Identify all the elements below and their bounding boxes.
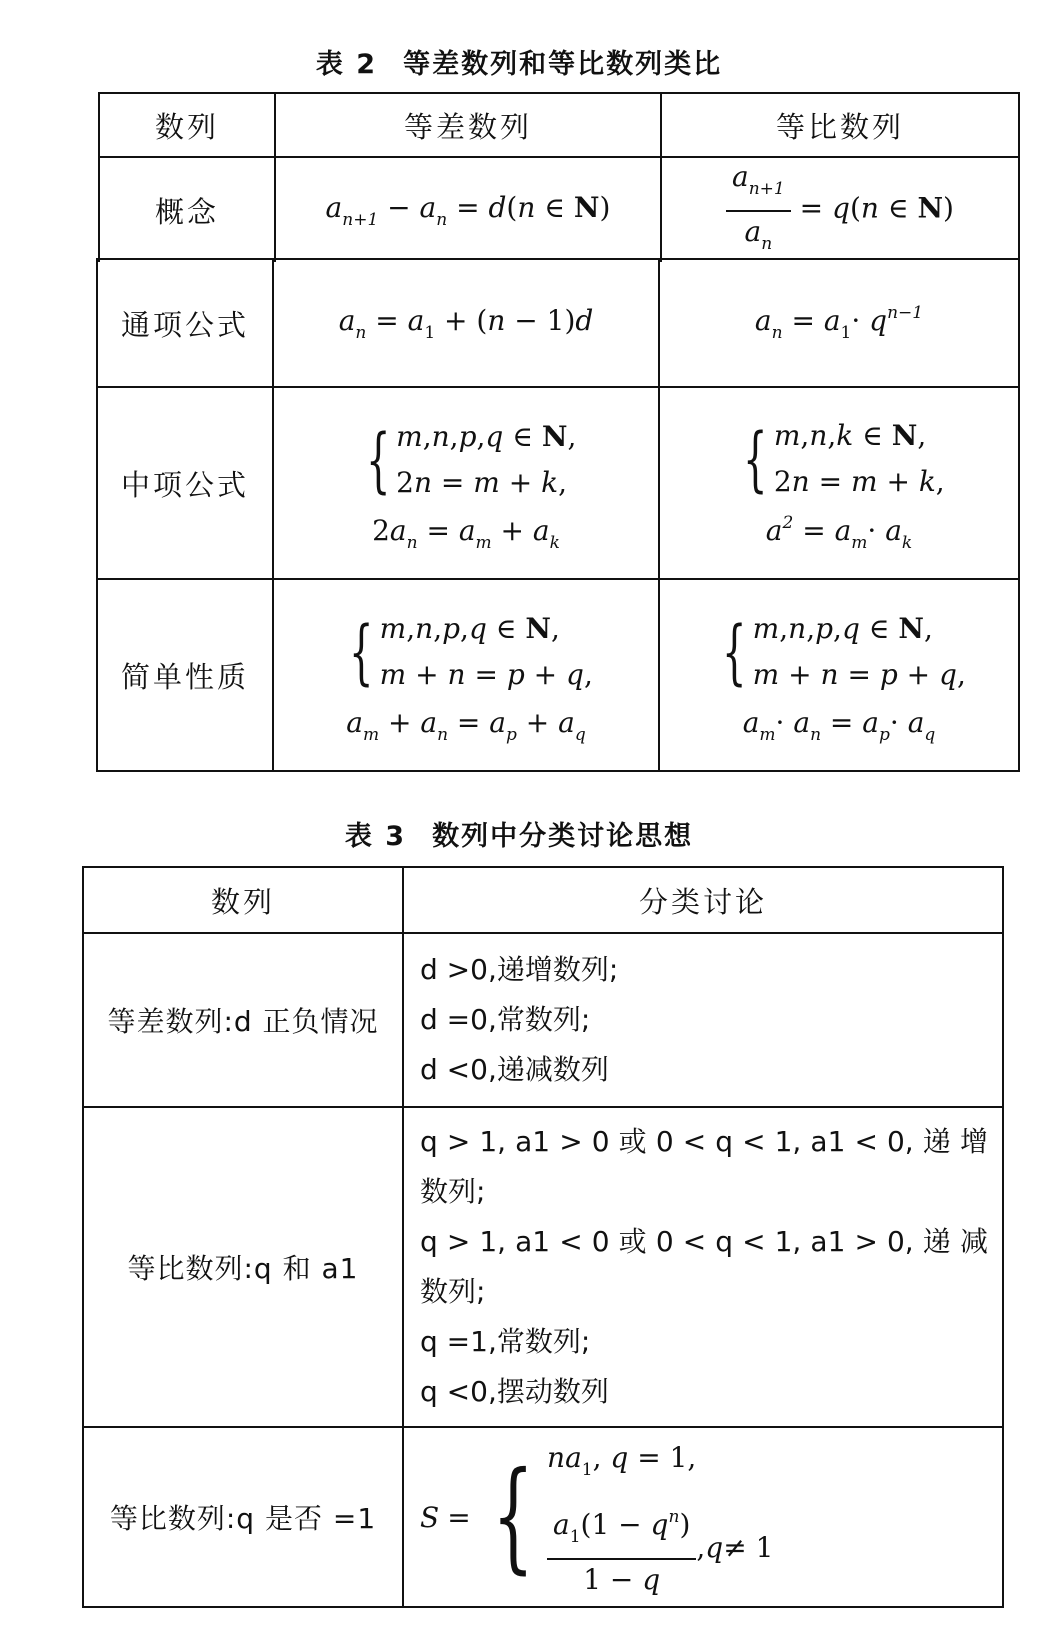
- case-line: 数列;: [420, 1275, 486, 1308]
- table2-arithmetic-definition: $a_{n+1} - a_n = d(n$ ∈ N): [275, 157, 661, 262]
- case-line: d >0,递增数列;: [420, 953, 619, 986]
- table2-caption: [0, 42, 1038, 81]
- case-line: 数列;: [420, 1175, 486, 1208]
- case-line: q <0,摆动数列: [420, 1375, 609, 1408]
- table2-arithmetic-middle-term: { m,n,p,q ∈ N, 2n = m + k, $2a_n = a_m + a_k$: [273, 387, 659, 579]
- table2-row-label-concept: 概念: [99, 157, 275, 262]
- table3-geometric-cases: [403, 1107, 1003, 1427]
- table2-header-geometric: 等比数列: [661, 93, 1019, 157]
- table2-arithmetic-properties: { m,n,p,q ∈ N, m + n = p + q, $a_m + a_n = a_p + a_q$: [273, 579, 659, 771]
- case-line: d =0,常数列;: [420, 1003, 591, 1036]
- table2-arithmetic-general-term: $a_n = a_1 + (n - 1)d$: [273, 259, 659, 387]
- table3-arithmetic-cases: [403, 933, 1003, 1107]
- table2-row-label-middle-term: 中项公式: [97, 387, 273, 579]
- table3-row-label-geometric: 等比数列:q 和 a1: [83, 1107, 403, 1427]
- table3-caption: [0, 814, 1038, 853]
- table3-caption-number: 表 3: [344, 821, 407, 852]
- table3-row-label-arithmetic: 等差数列:d 正负情况: [83, 933, 403, 1107]
- table3: [82, 866, 1004, 1608]
- table2-row-label-general-term: 通项公式: [97, 259, 273, 387]
- table3-header-classification: 分类讨论: [403, 867, 1003, 933]
- table2-header-arithmetic: 等差数列: [275, 93, 661, 157]
- table3-caption-title: 数列中分类讨论思想: [432, 821, 694, 852]
- table3-row-label-ratio-one: 等比数列:q 是否 =1: [83, 1427, 403, 1607]
- case-line: q =1,常数列;: [420, 1325, 591, 1358]
- table3-header-sequence: 数列: [83, 867, 403, 933]
- table2-row-label-properties: 简单性质: [97, 579, 273, 771]
- table2-geometric-properties: { m,n,p,q ∈ N, m + n = p + q, $a_m\cdot a_n = a_p\cdot a_q$: [659, 579, 1019, 771]
- table2-geometric-general-term: $a_n = a_1\cdot q^{n-1}$: [659, 259, 1019, 387]
- case-line: q > 1, a1 > 0 或 0 < q < 1, a1 < 0, 递 增: [420, 1125, 988, 1158]
- table3-sum-formula: S = { $na_1$, q = 1, $\frac{a_1(1 - q^n)}{1 - q}$ , q ≠ 1: [403, 1427, 1003, 1607]
- table2-bottom: [96, 258, 1020, 772]
- case-line: q > 1, a1 < 0 或 0 < q < 1, a1 > 0, 递 减: [420, 1225, 988, 1258]
- table2-geometric-definition: $\frac{a_{n+1}}{a_n}$ = q(n ∈ N): [661, 157, 1019, 262]
- table2-caption-title: 等差数列和等比数列类比: [403, 49, 723, 80]
- case-line: d <0,递减数列: [420, 1053, 609, 1086]
- table2-header-sequence: 数列: [99, 93, 275, 157]
- table2-caption-number: 表 2: [315, 49, 378, 80]
- table2-top: [98, 92, 1020, 262]
- table2-geometric-middle-term: { m,n,k ∈ N, 2n = m + k, $a^2 = a_m\cdot a_k$: [659, 387, 1019, 579]
